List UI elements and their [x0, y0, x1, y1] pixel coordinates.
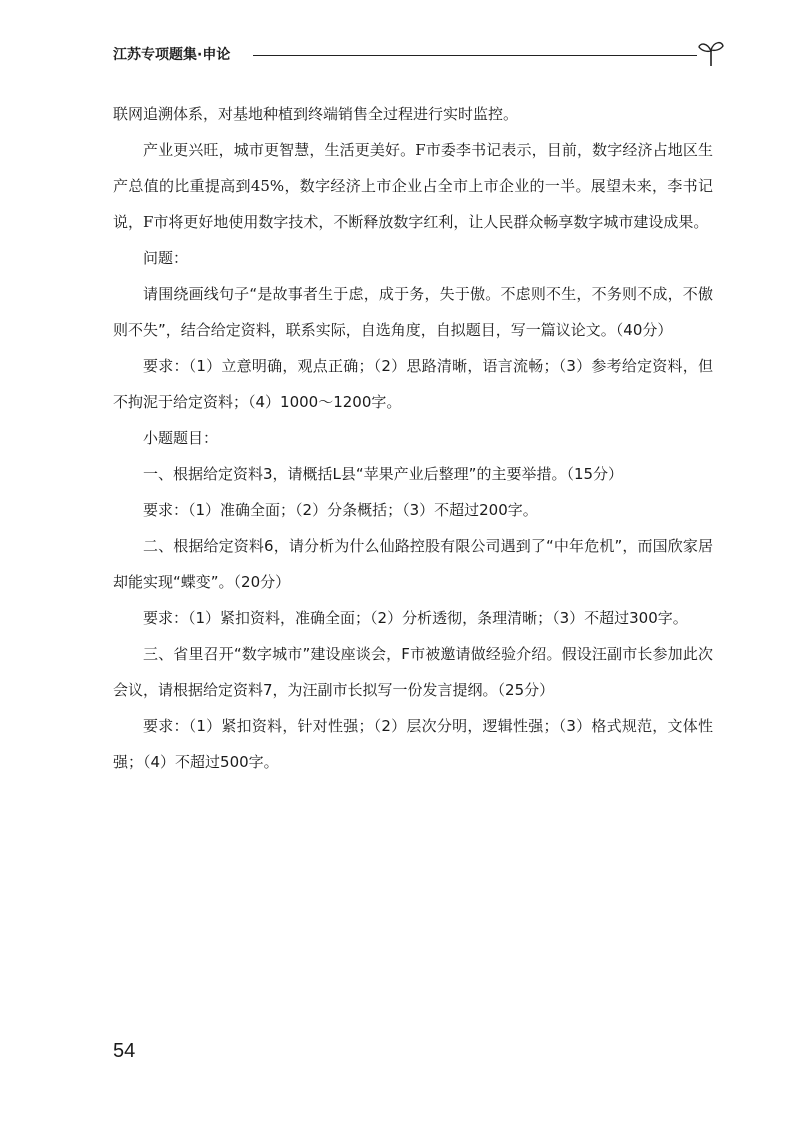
page-header — [113, 38, 725, 68]
question-heading: 问题： — [143, 249, 189, 267]
paragraph-industry: 产业更兴旺，城市更智慧，生活更美好。F市委李书记表示，目前，数字经济占地区生产总值的比重提高到45%，数字经济上市企业占全市上市企业的一半。展望未来，李书记说，F市将更好地使用数字技术，不断释放数字红利，让人民群众畅享数字城市建设成果。 — [113, 141, 713, 231]
subquestion-2-requirements: 要求：（1）紧扣资料，准确全面；（2）分析透彻，条理清晰；（3）不超过300字。 — [143, 609, 688, 627]
essay-requirements: 要求：（1）立意明确，观点正确；（2）思路清晰，语言流畅；（3）参考给定资料，但不拘泥于给定资料；（4）1000～1200字。 — [113, 357, 713, 411]
page-number: 54 — [113, 1040, 136, 1062]
subquestion-1: 一、根据给定资料3，请概括L县“苹果产业后整理”的主要举措。（15分） — [143, 465, 624, 483]
subquestion-3: 三、省里召开“数字城市”建设座谈会，F市被邀请做经验介绍。假设汪副市长参加此次会议，请根据给定资料7，为汪副市长拟写一份发言提纲。（25分） — [113, 645, 713, 699]
paragraph-continued: 联网追溯体系，对基地种植到终端销售全过程进行实时监控。 — [113, 105, 519, 123]
subquestion-2: 二、根据给定资料6，请分析为什么仙路控股有限公司遇到了“中年危机”，而国欣家居却能实现“蝶变”。（20分） — [113, 537, 713, 591]
header-title: 江苏专项题集·申论 — [113, 47, 231, 63]
header-rule — [253, 55, 697, 56]
subquestions-heading: 小题题目： — [143, 429, 219, 447]
subquestion-1-requirements: 要求：（1）准确全面；（2）分条概括；（3）不超过200字。 — [143, 501, 538, 519]
subquestion-3-requirements: 要求：（1）紧扣资料，针对性强；（2）层次分明，逻辑性强；（3）格式规范，文体性强；（4）不超过500字。 — [113, 717, 713, 771]
document-body — [113, 96, 713, 780]
essay-question: 请围绕画线句子“是故事者生于虑，成于务，失于傲。不虑则不生，不务则不成，不傲则不失”，结合给定资料，联系实际，自选角度，自拟题目，写一篇议论文。（40分） — [113, 285, 713, 339]
sprout-icon — [697, 38, 725, 68]
